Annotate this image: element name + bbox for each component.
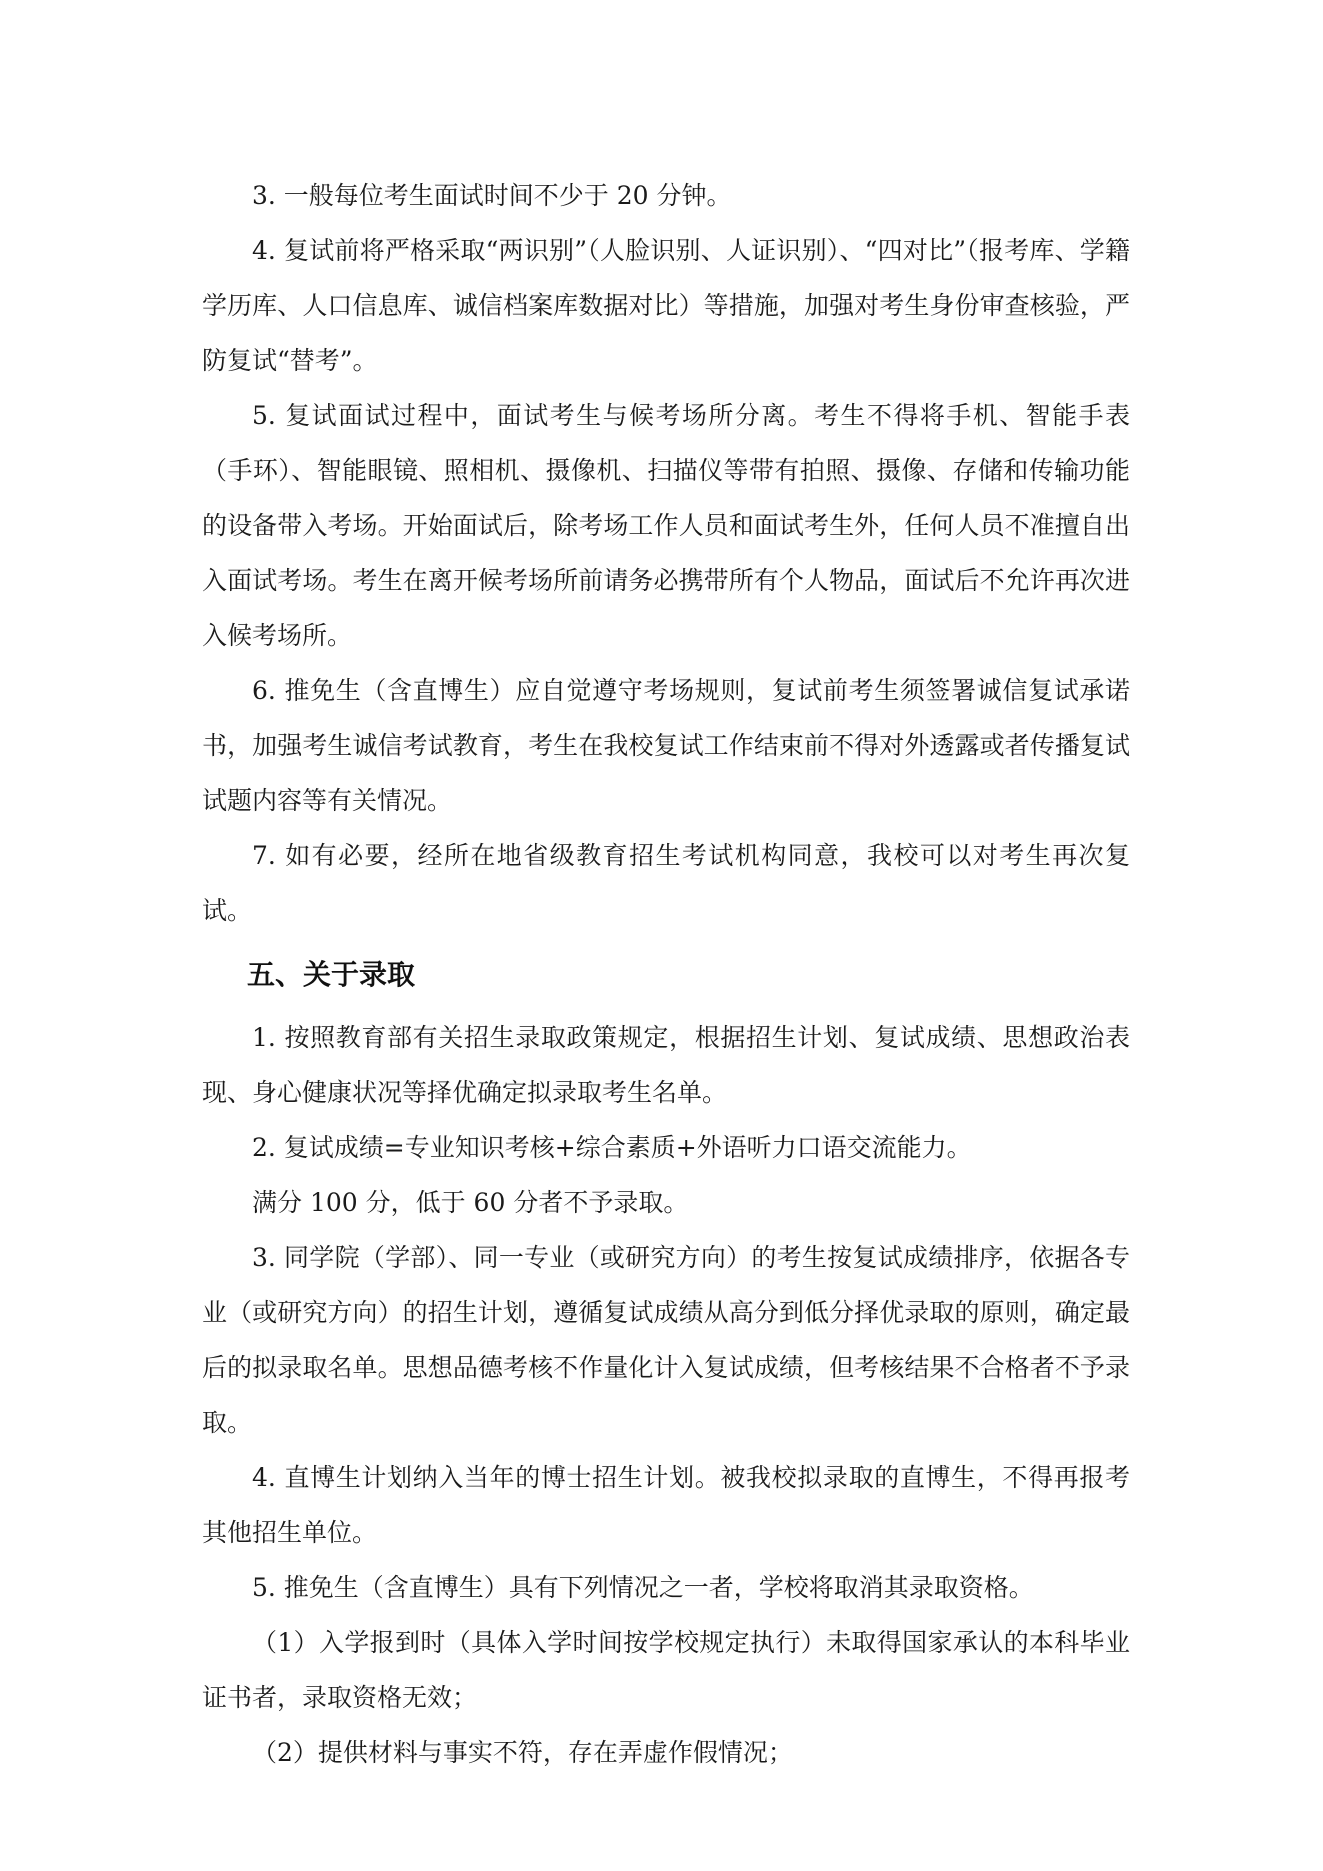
paragraph-direct-phd: 4. 直博生计划纳入当年的博士招生计划。被我校拟录取的直博生，不得再报考其他招生单位。 <box>202 1463 1130 1547</box>
paragraph-re-examination: 7. 如有必要，经所在地省级教育招生考试机构同意，我校可以对考生再次复试。 <box>202 841 1130 925</box>
section-heading-admission: 五、关于录取 <box>247 958 416 991</box>
paragraph-ranking: 3. 同学院（学部）、同一专业（或研究方向）的考生按复试成绩排序，依据各专业（或研究方向）的招生计划，遵循复试成绩从高分到低分择优录取的原则，确定最后的拟录取名单。思想品德考核不作量化计入复试成绩，但考核结果不合格者不予录取。 <box>202 1243 1130 1437</box>
paragraph-interview-duration: 3. 一般每位考生面试时间不少于 20 分钟。 <box>252 181 732 210</box>
paragraph-condition-2: （2）提供材料与事实不符，存在弄虚作假情况； <box>252 1738 793 1767</box>
paragraph-condition-1: （1）入学报到时（具体入学时间按学校规定执行）未取得国家承认的本科毕业证书者，录取资格无效； <box>202 1628 1130 1712</box>
document-body <box>202 168 1130 1780</box>
paragraph-integrity-pledge: 6. 推免生（含直博生）应自觉遵守考场规则，复试前考生须签署诚信复试承诺书，加强考生诚信考试教育，考生在我校复试工作结束前不得对外透露或者传播复试试题内容等有关情况。 <box>202 676 1130 815</box>
paragraph-admission-policy: 1. 按照教育部有关招生录取政策规定，根据招生计划、复试成绩、思想政治表现、身心健康状况等择优确定拟录取考生名单。 <box>202 1023 1130 1107</box>
paragraph-disqualification: 5. 推免生（含直博生）具有下列情况之一者，学校将取消其录取资格。 <box>252 1573 1034 1602</box>
paragraph-identity-verification: 4. 复试前将严格采取“两识别”（人脸识别、人证识别）、“四对比”（报考库、学籍学历库、人口信息库、诚信档案库数据对比）等措施，加强对考生身份审查核验，严防复试“替考”。 <box>202 236 1130 375</box>
paragraph-full-score: 满分 100 分，低于 60 分者不予录取。 <box>252 1188 689 1217</box>
paragraph-exam-room-rules: 5. 复试面试过程中，面试考生与候考场所分离。考生不得将手机、智能手表（手环）、智能眼镜、照相机、摄像机、扫描仪等带有拍照、摄像、存储和传输功能的设备带入考场。开始面试后，除考场工作人员和面试考生外，任何人员不准擅自出入面试考场。考生在离开候考场所前请务必携带所有个人物品，面试后不允许再次进入候考场所。 <box>202 401 1130 650</box>
paragraph-score-formula: 2. 复试成绩=专业知识考核+综合素质+外语听力口语交流能力。 <box>252 1133 972 1162</box>
